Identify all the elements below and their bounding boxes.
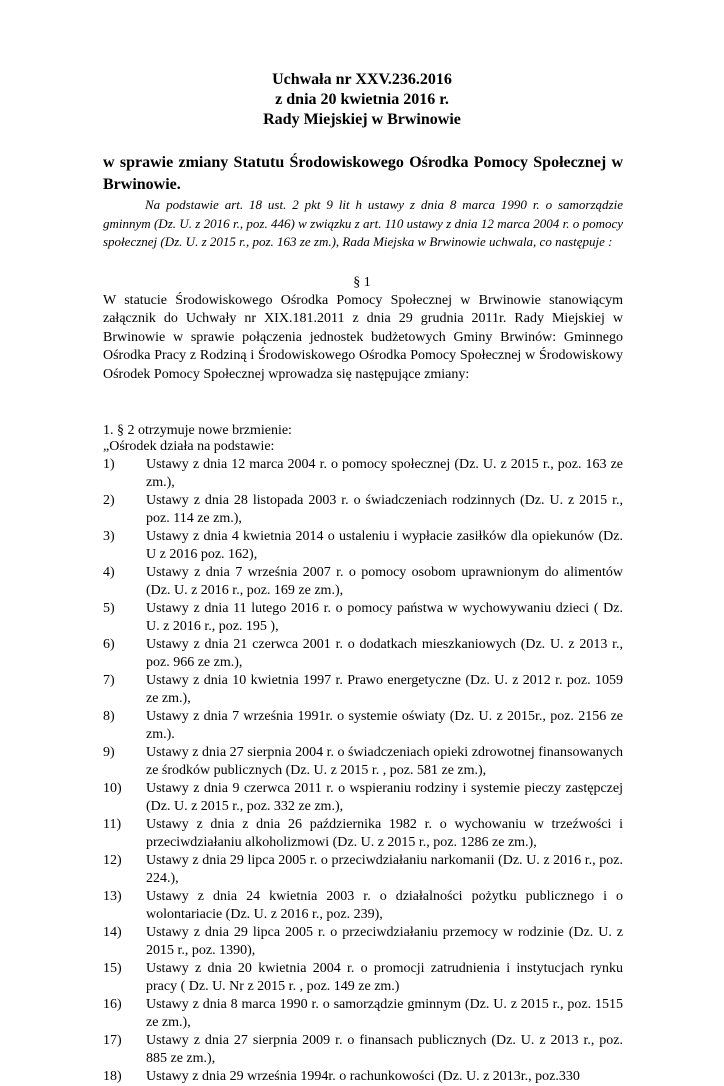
list-item-text: Ustawy z dnia 27 sierpnia 2004 r. o świadczeniach opieki zdrowotnej finansowanych ze środków publicznych (Dz. U. z 2015 r. , poz. 581 ze zm.), [146,745,623,778]
list-item [103,492,623,528]
legal-basis: Na podstawie art. 18 ust. 2 pkt 9 lit h ustawy z dnia 8 marca 1990 r. o samorządzie gminnym (Dz. U. z 2016 r., poz. 446) w związku z art. 110 ustawy z dnia 12 marca 2004 r. o pomocy społecznej (Dz. U. z 2015 r., poz. 163 ze zm.), Rada Miejska w Brwinowie uchwala, co następuje : [103,197,623,249]
list-item-number: 12) [103,853,122,868]
list-item-text: Ustawy z dnia 21 czerwca 2001 r. o dodatkach mieszkaniowych (Dz. U. z 2013 r., poz. 966 ze zm.), [146,637,623,670]
list-item-number: 2) [103,493,115,508]
list-item [103,852,623,888]
list-item-text: Ustawy z dnia 8 marca 1990 r. o samorządzie gminnym (Dz. U. z 2015 r., poz. 1515 ze zm.), [146,997,623,1030]
list-item-text: Ustawy z dnia 12 marca 2004 r. o pomocy społecznej (Dz. U. z 2015 r., poz. 163 ze zm.), [146,457,623,490]
statute-basis-list [103,456,623,1086]
list-item-text: Ustawy z dnia 7 września 2007 r. o pomocy osobom uprawnionym do alimentów (Dz. U. z 2016 r., poz. 169 ze zm.), [146,565,623,598]
list-item-text: Ustawy z dnia 29 września 1994r. o rachunkowości (Dz. U. z 2013r., poz.330 [146,1069,580,1084]
list-item-text: Ustawy z dnia 10 kwietnia 1997 r. Prawo energetyczne (Dz. U. z 2012 r. poz. 1059 ze zm.), [146,673,623,706]
list-item-text: Ustawy z dnia 4 kwietnia 2014 o ustaleniu i wypłacie zasiłków dla opiekunów (Dz. U z 2016 poz. 162), [146,529,623,562]
list-item-text: Ustawy z dnia 20 kwietnia 2004 r. o promocji zatrudnienia i instytucjach rynku pracy ( Dz. U. Nr z 2015 r. , poz. 149 ze zm.) [146,961,623,994]
list-item [103,1032,623,1068]
list-item-text: Ustawy z dnia 29 lipca 2005 r. o przeciwdziałaniu narkomanii (Dz. U. z 2016 r., poz. 224.), [146,853,623,886]
list-item-number: 17) [103,1033,122,1048]
list-item-number: 18) [103,1069,122,1084]
change-intro: „Ośrodek działa na podstawie: [103,439,275,454]
list-item-text: Ustawy z dnia 11 lutego 2016 r. o pomocy państwa w wychowywaniu dzieci ( Dz. U. z 2016 r., poz. 195 ), [146,601,623,634]
list-item-number: 9) [103,745,115,760]
resolution-title [0,70,724,130]
list-item-number: 4) [103,565,115,580]
list-item [103,996,623,1032]
list-item-number: 16) [103,997,122,1012]
list-item [103,636,623,672]
list-item [103,600,623,636]
change-heading: 1. § 2 otrzymuje nowe brzmienie: [103,423,292,438]
list-item-number: 3) [103,529,115,544]
list-item-number: 6) [103,637,115,652]
list-item [103,1068,623,1086]
list-item-text: Ustawy z dnia 7 września 1991r. o systemie oświaty (Dz. U. z 2015r., poz. 2156 ze zm.). [146,709,623,742]
list-item-number: 13) [103,889,122,904]
list-item-text: Ustawy z dnia 24 kwietnia 2003 r. o działalności pożytku publicznego i o wolontariacie (Dz. U. z 2016 r., poz. 239), [146,889,623,922]
section-text: W statucie Środowiskowego Ośrodka Pomocy Społecznej w Brwinowie stanowiącym załącznik do Uchwały nr XIX.181.2011 z dnia 29 grudnia 2011r. Rady Miejskiej w Brwinowie w sprawie połączenia jednostek budżetowych Gminy Brwinów: Gminnego Ośrodka Pracy z Rodziną i Środowiskowego Ośrodka Pomocy Społecznej w Środowiskowy Ośrodek Pomocy Społecznej wprowadza się następujące zmiany: [103,293,623,382]
list-item [103,780,623,816]
list-item-text: Ustawy z dnia 27 sierpnia 2009 r. o finansach publicznych (Dz. U. z 2013 r., poz. 885 ze zm.), [146,1033,623,1066]
resolution-date: z dnia 20 kwietnia 2016 r. [275,91,449,108]
resolution-number: Uchwała nr XXV.236.2016 [272,71,452,88]
list-item-number: 10) [103,781,122,796]
list-item [103,924,623,960]
list-item-number: 15) [103,961,122,976]
resolution-council: Rady Miejskiej w Brwinowie [263,111,461,128]
list-item [103,672,623,708]
section-mark: § 1 [353,275,371,290]
list-item [103,744,623,780]
list-item-text: Ustawy z dnia z dnia 26 października 1982 r. o wychowaniu w trzeźwości i przeciwdziałaniu alkoholizmowi (Dz. U. z 2015 r., poz. 1286 ze zm.), [146,817,623,850]
list-item-number: 14) [103,925,122,940]
resolution-subject: w sprawie zmiany Statutu Środowiskowego Ośrodka Pomocy Społecznej w Brwinowie. [103,154,623,193]
list-item-text: Ustawy z dnia 9 czerwca 2011 r. o wspieraniu rodziny i systemie pieczy zastępczej (Dz. U. z 2015 r., poz. 332 ze zm.), [146,781,623,814]
list-item-number: 11) [103,817,122,832]
list-item [103,564,623,600]
list-item-number: 7) [103,673,115,688]
list-item [103,528,623,564]
list-item-number: 5) [103,601,115,616]
list-item-number: 8) [103,709,115,724]
list-item [103,960,623,996]
list-item [103,708,623,744]
list-item [103,888,623,924]
list-item-text: Ustawy z dnia 29 lipca 2005 r. o przeciwdziałaniu przemocy w rodzinie (Dz. U. z 2015 r., poz. 1390), [146,925,623,958]
list-item [103,816,623,852]
list-item [103,456,623,492]
list-item-number: 1) [103,457,115,472]
list-item-text: Ustawy z dnia 28 listopada 2003 r. o świadczeniach rodzinnych (Dz. U. z 2015 r., poz. 114 ze zm.), [146,493,623,526]
